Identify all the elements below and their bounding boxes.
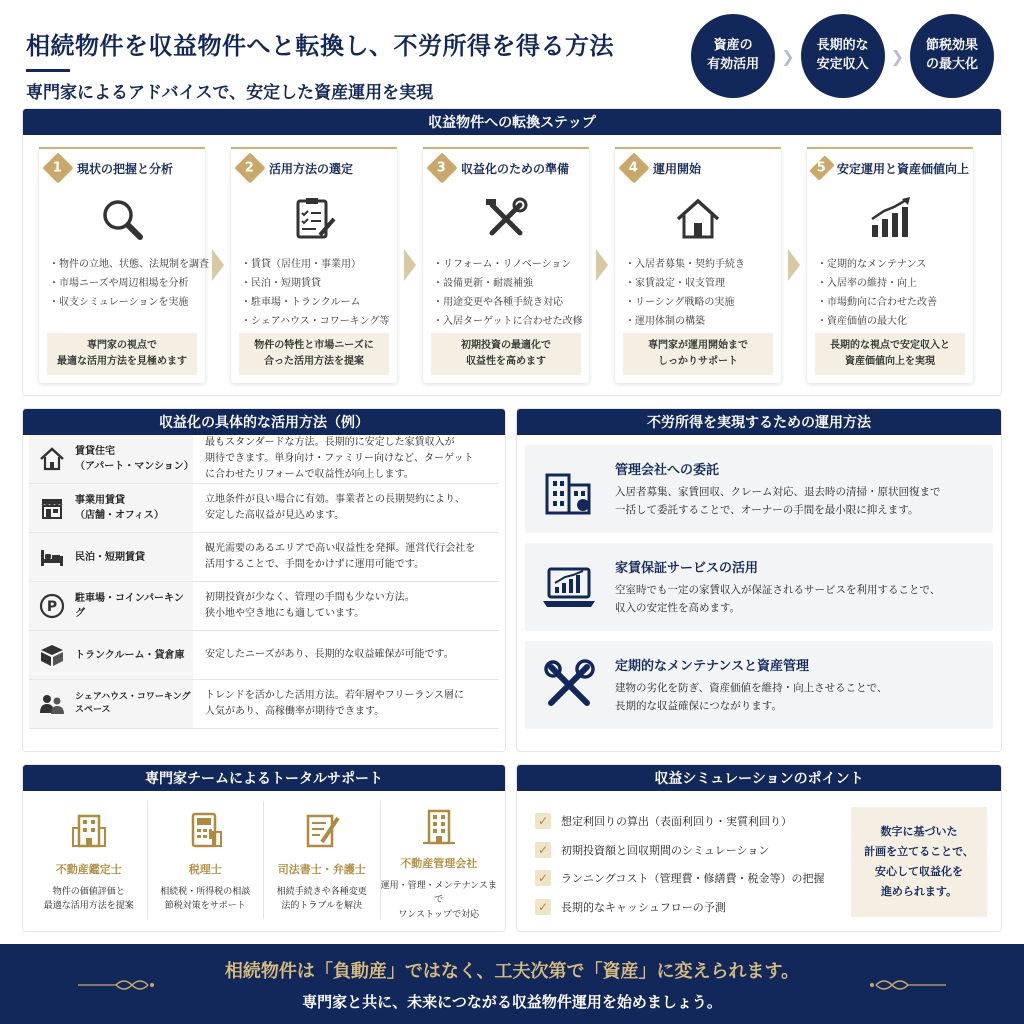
footer-line-1: 相続物件は「負動産」ではなく、工夫次第で「資産」に変えられます。 [224,960,800,982]
sim-point: ✓ 想定利回りの算出（表面利回り・実質利回り） [535,807,825,836]
method-label: 賃貸住宅 （アパート・マンション） [75,446,194,472]
benefit-circle: 資産の 有効活用 [691,14,775,98]
method-description: 最もスタンダードな方法。長期的に安定した家賃収入が 期待できます。単身向け・ファミリー向けなど、ターゲット に合わせたリフォームで収益性が向上します。 [205,437,474,480]
benefit-circle: 節税効果 の最大化 [910,14,994,98]
chevron-right-icon: ❯ [890,46,904,66]
bed-icon [37,542,67,572]
sim-note: 数字に基づいた 計画を立てることで、 安心して収益化を 進められます。 [851,807,987,917]
step-card-2 [231,147,397,383]
member-title: 不動産鑑定士 [55,863,122,876]
step-number-badge: 5 [809,155,834,180]
team-member [381,801,498,919]
method-description: トレンドを活かした活用方法。若年層やフリーランス層に 人気があり、高稼働率が期待できます。 [205,690,465,717]
method-description: 観光需要のあるエリアで高い収益性を発揮。運営代行会社を 活用することで、手間をかけずに運用可能です。 [205,543,476,570]
sim-point: ✓ 初期投資額と回収期間のシミュレーション [535,836,825,865]
operation-card [525,543,993,631]
methods-panel [22,408,506,752]
operation-panel [516,408,1002,752]
step-arrow-icon [589,147,615,383]
member-description: 物件の価値評価と 最適な活用方法を提案 [43,887,134,912]
step-title: 活用方法の選定 [269,161,354,176]
benefit-circle: 長期的な 安定収入 [801,14,885,98]
step-item: ・定期的なメンテナンス [817,259,927,270]
benefit-circles [691,14,994,98]
title-underline [26,69,70,72]
step-item: ・リフォーム・リノベーション [433,259,572,270]
step-item: ・設備更新・耐震補強 [433,278,533,289]
operation-description: 建物の劣化を防ぎ、資産価値を維持・向上させることで、 長期的な収益確保につながります。 [615,681,888,712]
footer-banner [0,944,1024,1024]
step-item: ・資産価値の最大化 [817,316,907,327]
shop-icon [37,493,67,523]
step-item: ・入居ターゲットに合わせた改修 [433,316,583,327]
methods-section-title: 収益化の具体的な活用方法（例） [23,409,505,435]
checkmark-icon: ✓ [535,842,551,858]
chevron-right-icon: ❯ [781,46,795,66]
step-note: 初期投資の最適化で 収益性を高めます [431,333,581,375]
step-item: ・家賃設定・収支管理 [625,278,725,289]
team-panel [22,764,506,932]
operation-card [525,445,993,533]
house-icon [37,444,67,474]
checkmark-icon: ✓ [535,899,551,915]
method-description: 初期投資が少なく、管理の手間も少ない方法。 狭小地や空き地にも適しています。 [205,592,415,619]
step-title: 収益化のための準備 [461,161,570,176]
method-description: 立地条件が良い場合に有効。事業者との長期契約により、 安定した高収益が見込めます。 [205,494,465,521]
member-title: 税理士 [188,863,222,876]
checkmark-icon: ✓ [535,870,551,886]
method-row [29,582,499,631]
step-item: ・市場動向に合わせた改善 [817,297,937,308]
steps-panel [22,108,1002,396]
step-note: 物件の特性と市場ニーズに 合った活用方法を提案 [239,333,389,375]
sim-point-list [535,807,825,921]
box-icon [37,640,67,670]
step-item: ・民泊・短期賃貸 [241,278,321,289]
step-title: 運用開始 [653,161,702,176]
apartment-icon [419,807,459,847]
method-label: シェアハウス・コワーキングスペース [75,691,191,715]
svg-text:P: P [46,599,58,615]
step-number-badge: 1 [42,152,73,183]
checkmark-icon: ✓ [535,813,551,829]
step-item: ・シェアハウス・コワーキング等 [241,316,390,327]
step-note: 長期的な視点で安定収入と 資産価値向上を実現 [815,333,965,375]
ops-section-title: 不労所得を実現するための運用方法 [517,409,1001,435]
sim-section-title: 収益シミュレーションのポイント [517,765,1001,791]
step-title: 安定運用と資産価値向上 [836,161,969,176]
sim-point: ✓ 長期的なキャッシュフローの予測 [535,893,825,922]
step-item: ・物件の立地、状態、法規制を調査 [49,259,209,270]
step-card-5 [807,147,973,383]
operation-card [525,641,993,729]
member-description: 相続税・所得税の相談 節税対策をサポート [160,887,251,912]
step-item: ・入居率の維持・向上 [817,278,917,289]
step-arrow-icon [397,147,423,383]
member-title: 司法書士・弁護士 [277,863,366,876]
growth-chart-icon [866,193,914,245]
steps-row [23,135,1001,383]
method-row [29,680,499,729]
member-description: 運用・管理・メンテナンスまで ワンストップで対応 [380,881,497,920]
calculator-icon [185,807,225,853]
tools-icon [482,193,530,245]
method-description: 安定したニーズがあり、長期的な収益確保が可能です。 [205,649,454,660]
step-note: 専門家が運用開始まで しっかりサポート [623,333,773,375]
step-item: ・リーシング戦略の実施 [625,297,735,308]
member-description: 相続手続きや各種変更 法的トラブルを解決 [276,887,367,912]
steps-section-title: 収益物件への転換ステップ [23,109,1001,135]
method-row [29,533,499,582]
method-row [29,631,499,680]
step-item: ・賃貸（居住用・事業用） [241,259,361,270]
operation-title: 定期的なメンテナンスと資産管理 [615,658,809,674]
step-item-list [39,255,209,312]
method-label: 民泊・短期賃貸 [75,551,145,563]
step-card-3 [423,147,589,383]
step-item-list [423,255,589,331]
team-section-title: 専門家チームによるトータルサポート [23,765,505,791]
step-card-1 [39,147,209,383]
method-label: 事業用賃貸 （店舗・オフィス） [75,495,164,521]
step-item: ・用途変更や各種手続き対応 [433,297,563,308]
step-note: 専門家の視点で 最適な活用方法を見極めます [47,333,197,375]
step-item-list [807,255,973,331]
office-building-icon [69,807,109,853]
step-title: 現状の把握と分析 [77,161,174,176]
building-icon [539,459,599,519]
page-header [26,26,686,103]
step-arrow-icon [781,147,807,383]
checklist-icon [290,193,338,245]
method-label: トランクルーム・貸倉庫 [75,649,185,661]
tools-icon [539,655,599,715]
step-item-list [231,255,397,331]
magnifier-icon [98,193,146,245]
step-item: ・運用体制の構築 [625,316,705,327]
method-row [29,435,499,484]
laptop-chart-icon [539,557,599,617]
house-icon [674,193,722,245]
step-number-badge: 2 [234,152,265,183]
team-member [264,801,381,919]
page-subtitle: 専門家によるアドバイスで、安定した資産運用を実現 [26,83,434,103]
step-item-list [615,255,781,331]
operation-title: 管理会社への委託 [615,462,720,478]
step-number-badge: 4 [618,152,649,183]
operation-description: 入居者募集、家賃回収、クレーム対応、退去時の清掃・原状回復まで 一括して委託することで、オーナーの手間を最小限に抑えます。 [615,485,941,516]
step-item: ・駐車場・トランクルーム [241,297,361,308]
step-number-badge: 3 [426,152,457,183]
method-row [29,484,499,533]
ornament-left-icon [78,976,158,994]
operation-title: 家賃保証サービスの活用 [615,560,759,576]
footer-line-2: 専門家と共に、未来につながる収益物件運用を始めましょう。 [302,992,722,1011]
operation-description: 空室時でも一定の家賃収入が保証されるサービスを利用することで、 収入の安定性を高めます。 [615,583,941,614]
step-item: ・入居者募集・契約手続き [625,259,745,270]
document-pen-icon [302,807,342,853]
step-item: ・収支シミュレーションを実施 [49,297,189,308]
team-member [31,801,148,919]
member-title: 不動産管理会社 [400,857,478,870]
page-title: 相続物件を収益物件へと転換し、不労所得を得る方法 [26,32,614,60]
sim-point: ✓ ランニングコスト（管理費・修繕費・税金等）の把握 [535,864,825,893]
step-card-4 [615,147,781,383]
parking-icon [37,591,67,621]
step-item: ・市場ニーズや周辺相場を分析 [49,278,189,289]
ornament-right-icon [866,976,946,994]
method-label: 駐車場・コインパーキング [75,593,184,619]
simulation-panel [516,764,1002,932]
people-icon [37,689,67,719]
team-member [148,801,265,919]
